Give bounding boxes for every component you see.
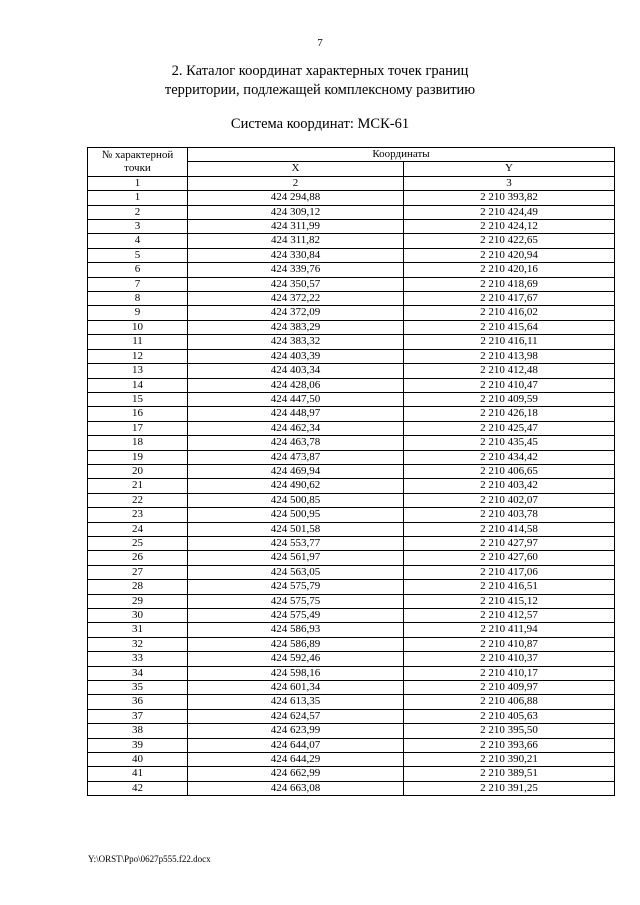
point-number-header	[88, 148, 188, 177]
point-number-cell: 37	[88, 709, 188, 723]
x-coordinate-cell: 424 500,85	[188, 493, 404, 507]
x-coordinate-cell: 424 372,09	[188, 306, 404, 320]
table-row	[88, 522, 615, 536]
point-number-cell: 32	[88, 637, 188, 651]
x-coordinate-cell: 424 339,76	[188, 263, 404, 277]
x-header: X	[188, 162, 404, 176]
column-number-3: 3	[404, 176, 615, 190]
table-row	[88, 781, 615, 795]
point-number-cell: 4	[88, 234, 188, 248]
table-row	[88, 479, 615, 493]
table-row	[88, 637, 615, 651]
y-header: Y	[404, 162, 615, 176]
table-row	[88, 508, 615, 522]
table-row	[88, 695, 615, 709]
x-coordinate-cell: 424 462,34	[188, 421, 404, 435]
table-row	[88, 767, 615, 781]
point-number-cell: 31	[88, 623, 188, 637]
heading-line-2: территории, подлежащей комплексному развитию	[164, 82, 476, 98]
table-row	[88, 609, 615, 623]
x-coordinate-cell: 424 403,39	[188, 349, 404, 363]
x-coordinate-cell: 424 311,82	[188, 234, 404, 248]
x-coordinate-cell: 424 383,32	[188, 335, 404, 349]
table-row	[88, 205, 615, 219]
point-number-cell: 11	[88, 335, 188, 349]
point-number-cell: 1	[88, 191, 188, 205]
point-number-cell: 36	[88, 695, 188, 709]
table-row	[88, 709, 615, 723]
y-coordinate-cell: 2 210 415,12	[404, 594, 615, 608]
y-coordinate-cell: 2 210 416,02	[404, 306, 615, 320]
table-row	[88, 464, 615, 478]
point-number-cell: 22	[88, 493, 188, 507]
y-coordinate-cell: 2 210 403,42	[404, 479, 615, 493]
table-row	[88, 392, 615, 406]
table-row	[88, 364, 615, 378]
y-coordinate-cell: 2 210 395,50	[404, 724, 615, 738]
point-number-cell: 2	[88, 205, 188, 219]
point-number-cell: 21	[88, 479, 188, 493]
y-coordinate-cell: 2 210 416,51	[404, 580, 615, 594]
point-number-cell: 9	[88, 306, 188, 320]
table-row	[88, 378, 615, 392]
point-number-cell: 16	[88, 407, 188, 421]
x-coordinate-cell: 424 662,99	[188, 767, 404, 781]
point-number-cell: 41	[88, 767, 188, 781]
point-number-cell: 27	[88, 565, 188, 579]
point-number-cell: 39	[88, 738, 188, 752]
y-coordinate-cell: 2 210 427,97	[404, 536, 615, 550]
y-coordinate-cell: 2 210 410,37	[404, 652, 615, 666]
point-number-cell: 18	[88, 436, 188, 450]
table-row	[88, 306, 615, 320]
x-coordinate-cell: 424 561,97	[188, 551, 404, 565]
y-coordinate-cell: 2 210 412,48	[404, 364, 615, 378]
table-row	[88, 681, 615, 695]
x-coordinate-cell: 424 644,29	[188, 753, 404, 767]
point-number-cell: 29	[88, 594, 188, 608]
table-row	[88, 421, 615, 435]
point-number-cell: 8	[88, 292, 188, 306]
y-coordinate-cell: 2 210 414,58	[404, 522, 615, 536]
table-row	[88, 407, 615, 421]
y-coordinate-cell: 2 210 424,12	[404, 220, 615, 234]
y-coordinate-cell: 2 210 410,87	[404, 637, 615, 651]
y-coordinate-cell: 2 210 435,45	[404, 436, 615, 450]
file-path-footer: Y:\ORST\Ppo\0627p555.f22.docx	[88, 854, 211, 864]
table-row	[88, 320, 615, 334]
point-number-cell: 38	[88, 724, 188, 738]
y-coordinate-cell: 2 210 393,82	[404, 191, 615, 205]
y-coordinate-cell: 2 210 422,65	[404, 234, 615, 248]
x-coordinate-cell: 424 447,50	[188, 392, 404, 406]
y-coordinate-cell: 2 210 405,63	[404, 709, 615, 723]
point-number-cell: 26	[88, 551, 188, 565]
x-coordinate-cell: 424 644,07	[188, 738, 404, 752]
y-coordinate-cell: 2 210 411,94	[404, 623, 615, 637]
coordinate-system-label: Система координат: МСК-61	[230, 116, 410, 132]
y-coordinate-cell: 2 210 417,06	[404, 565, 615, 579]
x-coordinate-cell: 424 598,16	[188, 666, 404, 680]
x-coordinate-cell: 424 575,75	[188, 594, 404, 608]
x-coordinate-cell: 424 663,08	[188, 781, 404, 795]
point-number-cell: 6	[88, 263, 188, 277]
y-coordinate-cell: 2 210 393,66	[404, 738, 615, 752]
x-coordinate-cell: 424 586,89	[188, 637, 404, 651]
y-coordinate-cell: 2 210 409,59	[404, 392, 615, 406]
x-coordinate-cell: 424 553,77	[188, 536, 404, 550]
x-coordinate-cell: 424 623,99	[188, 724, 404, 738]
table-row	[88, 724, 615, 738]
point-number-cell: 3	[88, 220, 188, 234]
table-row	[88, 277, 615, 291]
point-number-cell: 30	[88, 609, 188, 623]
x-coordinate-cell: 424 403,34	[188, 364, 404, 378]
y-coordinate-cell: 2 210 389,51	[404, 767, 615, 781]
y-coordinate-cell: 2 210 420,94	[404, 248, 615, 262]
point-number-cell: 20	[88, 464, 188, 478]
x-coordinate-cell: 424 311,99	[188, 220, 404, 234]
y-coordinate-cell: 2 210 427,60	[404, 551, 615, 565]
x-coordinate-cell: 424 575,49	[188, 609, 404, 623]
table-row	[88, 753, 615, 767]
coordinates-header: Координаты	[188, 148, 615, 162]
y-coordinate-cell: 2 210 390,21	[404, 753, 615, 767]
table-row	[88, 335, 615, 349]
x-coordinate-cell: 424 350,57	[188, 277, 404, 291]
table-row	[88, 450, 615, 464]
point-number-cell: 42	[88, 781, 188, 795]
heading-line-1: 2. Каталог координат характерных точек границ	[171, 63, 469, 79]
table-row	[88, 292, 615, 306]
point-header-line-2: точки	[124, 161, 151, 174]
table-row	[88, 349, 615, 363]
x-coordinate-cell: 424 463,78	[188, 436, 404, 450]
point-number-cell: 40	[88, 753, 188, 767]
y-coordinate-cell: 2 210 409,97	[404, 681, 615, 695]
y-coordinate-cell: 2 210 413,98	[404, 349, 615, 363]
y-coordinate-cell: 2 210 417,67	[404, 292, 615, 306]
point-number-cell: 17	[88, 421, 188, 435]
x-coordinate-cell: 424 501,58	[188, 522, 404, 536]
point-number-cell: 7	[88, 277, 188, 291]
y-coordinate-cell: 2 210 402,07	[404, 493, 615, 507]
table-row	[88, 594, 615, 608]
table-row	[88, 580, 615, 594]
y-coordinate-cell: 2 210 434,42	[404, 450, 615, 464]
table-row	[88, 565, 615, 579]
y-coordinate-cell: 2 210 415,64	[404, 320, 615, 334]
column-number-2: 2	[188, 176, 404, 190]
point-header-line-1: № характерной	[101, 148, 174, 161]
table-row	[88, 234, 615, 248]
y-coordinate-cell: 2 210 426,18	[404, 407, 615, 421]
point-number-cell: 33	[88, 652, 188, 666]
point-number-cell: 25	[88, 536, 188, 550]
x-coordinate-cell: 424 500,95	[188, 508, 404, 522]
coordinates-table	[87, 147, 615, 796]
y-coordinate-cell: 2 210 410,17	[404, 666, 615, 680]
y-coordinate-cell: 2 210 420,16	[404, 263, 615, 277]
x-coordinate-cell: 424 624,57	[188, 709, 404, 723]
y-coordinate-cell: 2 210 412,57	[404, 609, 615, 623]
table-row	[88, 536, 615, 550]
table-row	[88, 220, 615, 234]
point-number-cell: 34	[88, 666, 188, 680]
point-number-cell: 28	[88, 580, 188, 594]
table-row	[88, 623, 615, 637]
document-heading	[0, 62, 640, 100]
table-row	[88, 666, 615, 680]
point-number-cell: 5	[88, 248, 188, 262]
y-coordinate-cell: 2 210 424,49	[404, 205, 615, 219]
table-row	[88, 248, 615, 262]
table-row	[88, 263, 615, 277]
x-coordinate-cell: 424 428,06	[188, 378, 404, 392]
x-coordinate-cell: 424 469,94	[188, 464, 404, 478]
x-coordinate-cell: 424 563,05	[188, 565, 404, 579]
point-number-cell: 15	[88, 392, 188, 406]
x-coordinate-cell: 424 575,79	[188, 580, 404, 594]
point-number-cell: 12	[88, 349, 188, 363]
column-number-1: 1	[88, 176, 188, 190]
x-coordinate-cell: 424 448,97	[188, 407, 404, 421]
y-coordinate-cell: 2 210 403,78	[404, 508, 615, 522]
x-coordinate-cell: 424 473,87	[188, 450, 404, 464]
point-number-cell: 24	[88, 522, 188, 536]
x-coordinate-cell: 424 383,29	[188, 320, 404, 334]
y-coordinate-cell: 2 210 410,47	[404, 378, 615, 392]
y-coordinate-cell: 2 210 391,25	[404, 781, 615, 795]
y-coordinate-cell: 2 210 416,11	[404, 335, 615, 349]
point-number-cell: 14	[88, 378, 188, 392]
x-coordinate-cell: 424 294,88	[188, 191, 404, 205]
point-number-cell: 10	[88, 320, 188, 334]
point-number-cell: 35	[88, 681, 188, 695]
point-number-cell: 19	[88, 450, 188, 464]
x-coordinate-cell: 424 601,34	[188, 681, 404, 695]
table-row	[88, 738, 615, 752]
table-row	[88, 652, 615, 666]
page-number: 7	[317, 37, 323, 49]
y-coordinate-cell: 2 210 406,65	[404, 464, 615, 478]
table-body	[88, 191, 615, 796]
x-coordinate-cell: 424 372,22	[188, 292, 404, 306]
y-coordinate-cell: 2 210 425,47	[404, 421, 615, 435]
point-number-cell: 13	[88, 364, 188, 378]
table-row	[88, 551, 615, 565]
x-coordinate-cell: 424 586,93	[188, 623, 404, 637]
x-coordinate-cell: 424 309,12	[188, 205, 404, 219]
x-coordinate-cell: 424 490,62	[188, 479, 404, 493]
table-row	[88, 191, 615, 205]
y-coordinate-cell: 2 210 406,88	[404, 695, 615, 709]
table-row	[88, 493, 615, 507]
x-coordinate-cell: 424 592,46	[188, 652, 404, 666]
table-row	[88, 436, 615, 450]
point-number-cell: 23	[88, 508, 188, 522]
x-coordinate-cell: 424 330,84	[188, 248, 404, 262]
x-coordinate-cell: 424 613,35	[188, 695, 404, 709]
y-coordinate-cell: 2 210 418,69	[404, 277, 615, 291]
